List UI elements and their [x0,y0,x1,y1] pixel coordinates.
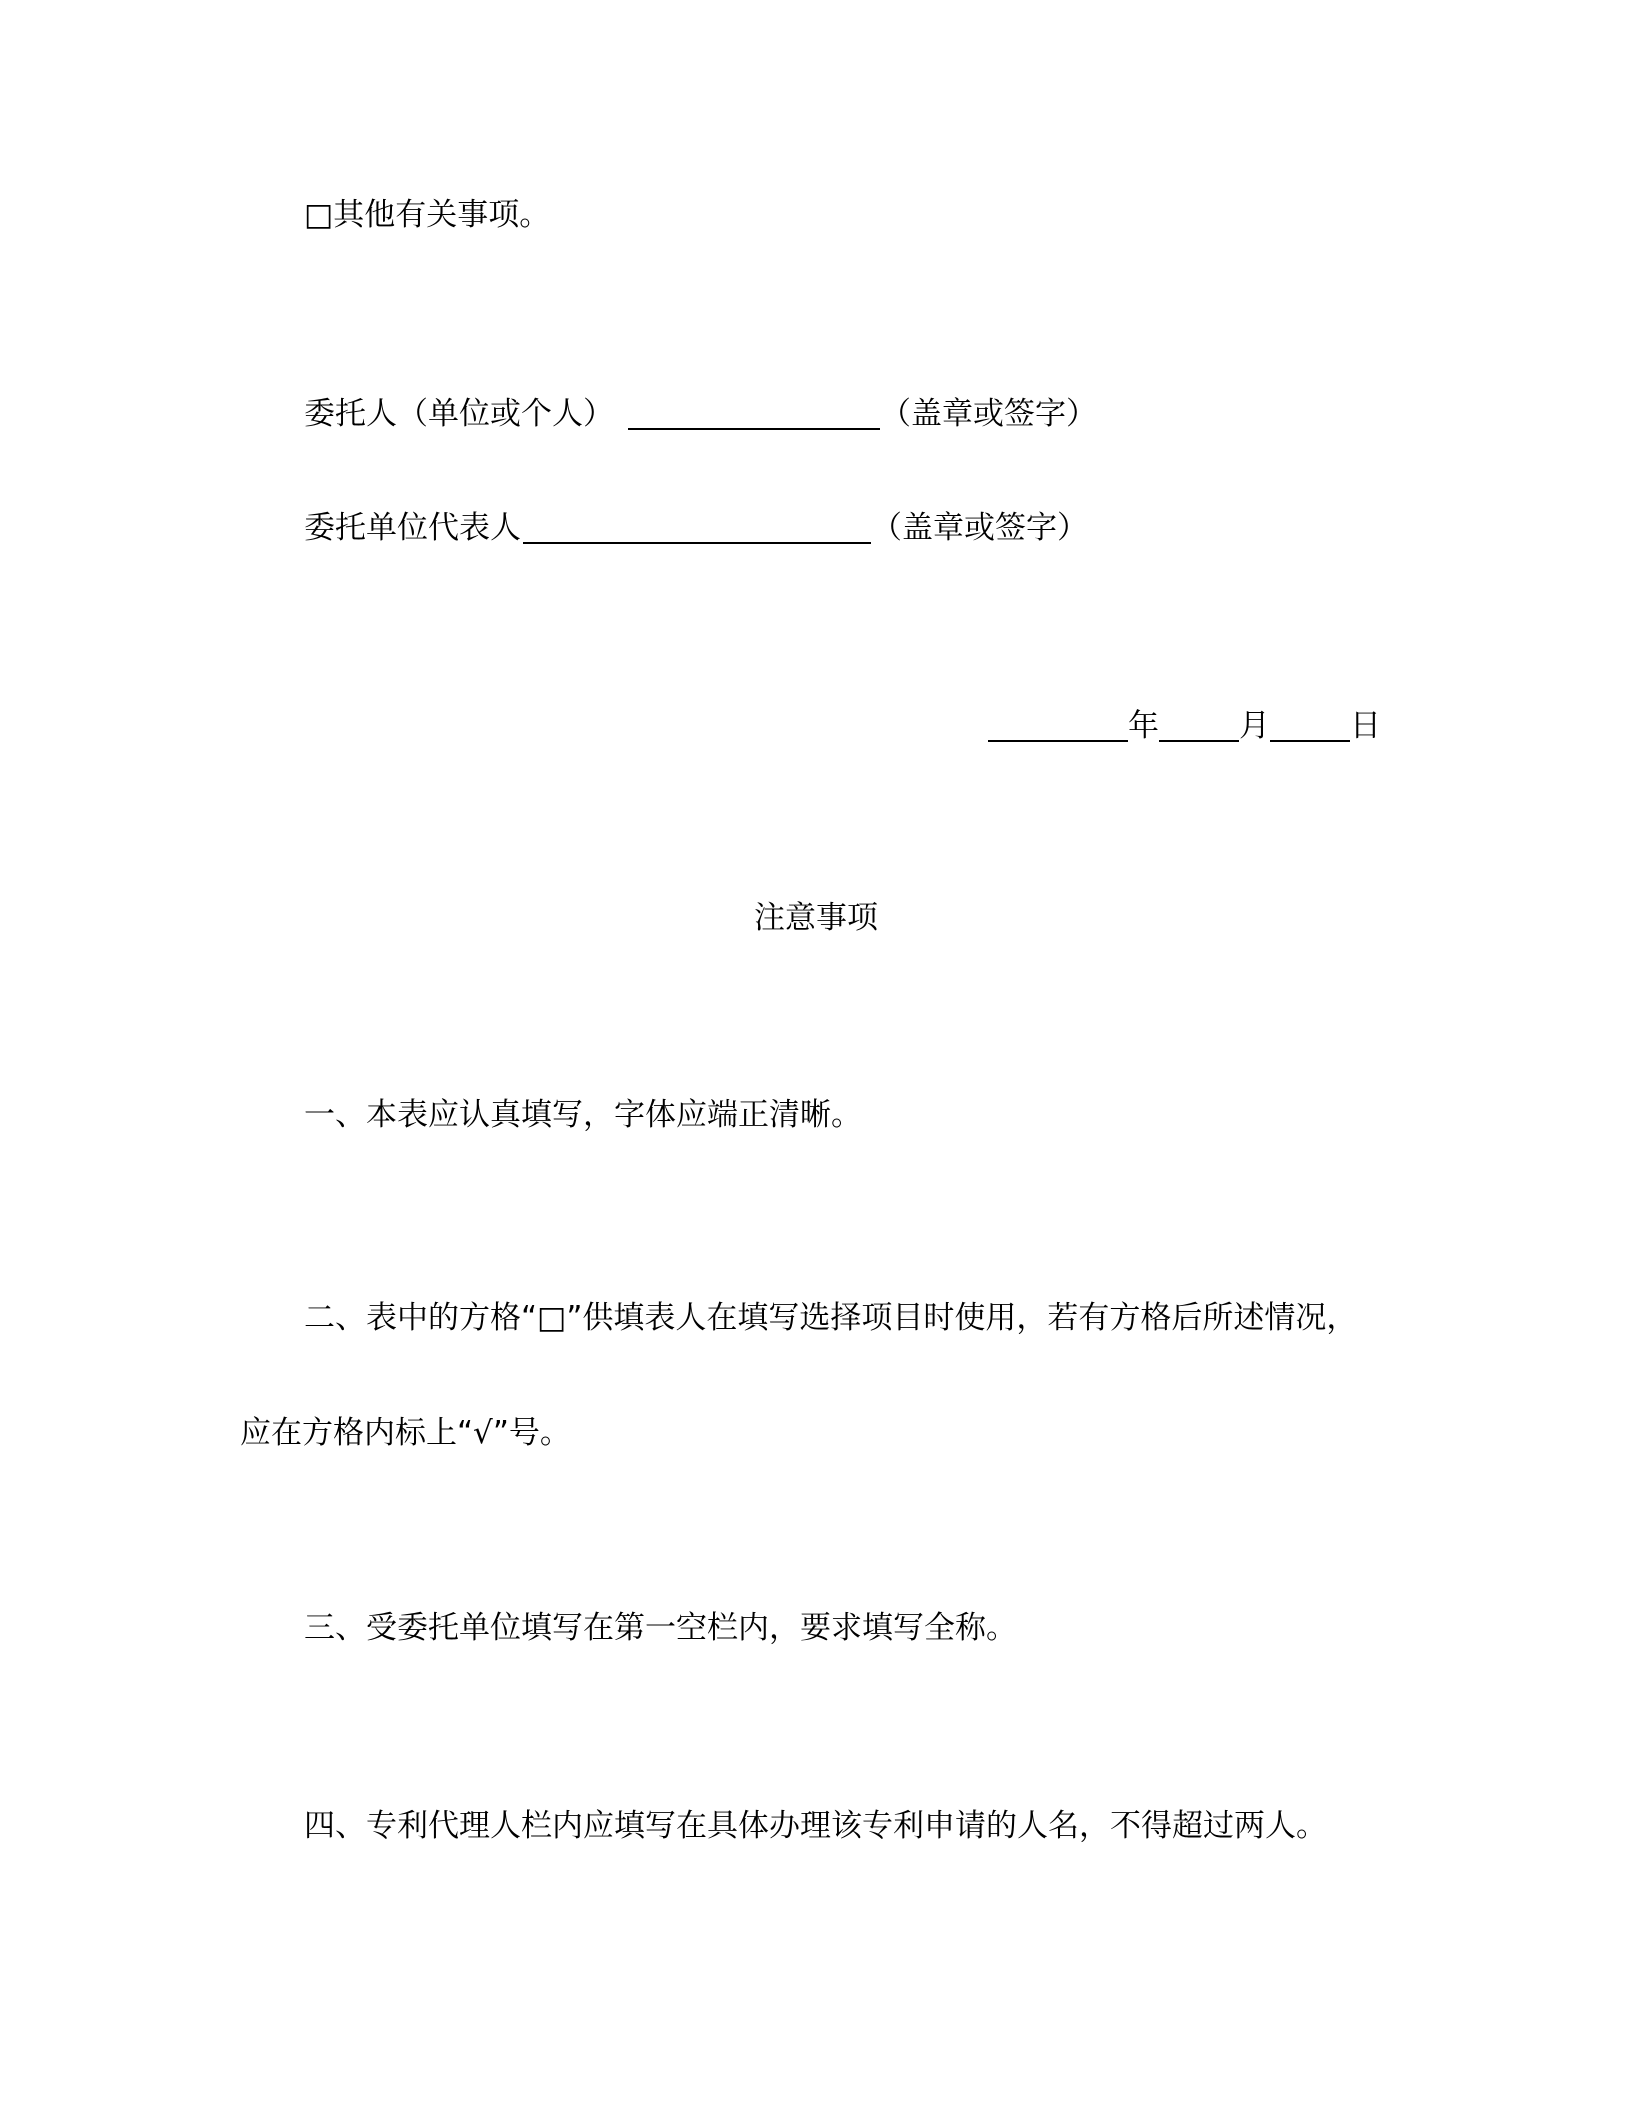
client-signature-blank[interactable] [628,398,880,430]
representative-signature-row [304,506,1088,548]
other-matters-text: □其他有关事项。 [304,197,551,233]
client-signature-row [304,392,1097,434]
representative-signature-blank[interactable] [523,512,871,544]
year-label: 年 [1128,708,1159,744]
note-item-1: 一、本表应认真填写，字体应端正清晰。 [304,1097,862,1133]
note-item-4: 四、专利代理人栏内应填写在具体办理该专利申请的人名，不得超过两人。 [304,1808,1327,1844]
notes-title: 注意事项 [754,900,878,936]
month-label: 月 [1239,708,1270,744]
representative-label: 委托单位代表人 [304,510,521,546]
client-label: 委托人（单位或个人） [304,396,614,432]
year-blank[interactable] [988,710,1128,742]
date-row [988,704,1381,746]
client-signature-note: （盖章或签字） [880,396,1097,432]
note-item-2-line-2: 应在方格内标上“√”号。 [240,1415,571,1451]
note-item-3: 三、受委托单位填写在第一空栏内，要求填写全称。 [304,1610,1017,1646]
day-label: 日 [1350,708,1381,744]
other-matters-checkbox-item [304,195,550,235]
note-item-2-line-1: 二、表中的方格“□”供填表人在填写选择项目时使用，若有方格后所述情况， [304,1300,1358,1336]
day-blank[interactable] [1270,710,1350,742]
month-blank[interactable] [1159,710,1239,742]
representative-signature-note: （盖章或签字） [871,510,1088,546]
